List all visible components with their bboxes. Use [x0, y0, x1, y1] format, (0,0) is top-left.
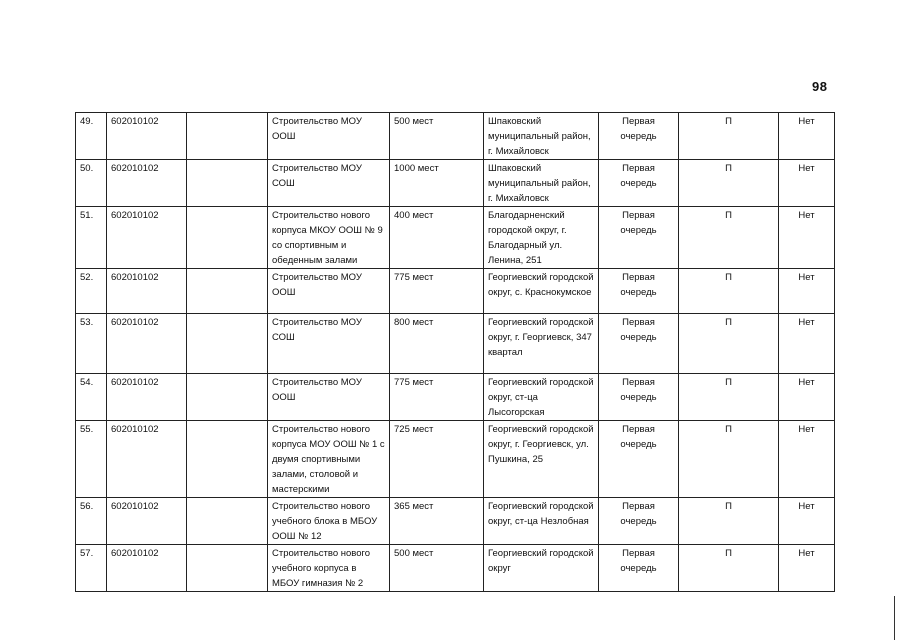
object-flag: Нет: [779, 269, 835, 314]
object-name: Строительство нового учебного корпуса в МБОУ гимназия № 2: [268, 545, 390, 592]
object-location: Георгиевский городской округ, г. Георгиевск, ул. Пушкина, 25: [484, 421, 599, 498]
object-location: Шпаковский муниципальный район, г. Михайловск: [484, 113, 599, 160]
object-name: Строительство МОУ СОШ: [268, 314, 390, 374]
object-queue: Первая очередь: [599, 113, 679, 160]
row-number: 51.: [76, 207, 107, 269]
object-capacity: 400 мест: [390, 207, 484, 269]
object-queue: Первая очередь: [599, 545, 679, 592]
object-capacity: 725 мест: [390, 421, 484, 498]
object-location: Георгиевский городской округ, г. Георгиевск, 347 квартал: [484, 314, 599, 374]
object-type: П: [679, 421, 779, 498]
object-flag: Нет: [779, 207, 835, 269]
object-location: Георгиевский городской округ, с. Краснокумское: [484, 269, 599, 314]
row-number: 50.: [76, 160, 107, 207]
object-queue: Первая очередь: [599, 314, 679, 374]
table-row: [76, 498, 835, 545]
table-row: [76, 207, 835, 269]
object-name: Строительство МОУ СОШ: [268, 160, 390, 207]
object-queue: Первая очередь: [599, 374, 679, 421]
empty-cell: [187, 545, 268, 592]
object-name: Строительство нового корпуса МОУ ООШ № 1 с двумя спортивными залами, столовой и мастерскими: [268, 421, 390, 498]
table-body: [76, 113, 835, 592]
row-number: 54.: [76, 374, 107, 421]
object-capacity: 1000 мест: [390, 160, 484, 207]
object-flag: Нет: [779, 113, 835, 160]
row-number: 57.: [76, 545, 107, 592]
table-row: [76, 160, 835, 207]
row-number: 55.: [76, 421, 107, 498]
empty-cell: [187, 374, 268, 421]
object-capacity: 800 мест: [390, 314, 484, 374]
table-row: [76, 314, 835, 374]
empty-cell: [187, 314, 268, 374]
object-name: Строительство нового корпуса МКОУ ООШ № 9 со спортивным и обеденным залами: [268, 207, 390, 269]
object-location: Георгиевский городской округ: [484, 545, 599, 592]
object-name: Строительство МОУ ООШ: [268, 269, 390, 314]
object-flag: Нет: [779, 421, 835, 498]
object-type: П: [679, 207, 779, 269]
row-number: 56.: [76, 498, 107, 545]
object-capacity: 775 мест: [390, 374, 484, 421]
object-code: 602010102: [107, 421, 187, 498]
object-code: 602010102: [107, 374, 187, 421]
object-queue: Первая очередь: [599, 160, 679, 207]
objects-table: [75, 112, 835, 592]
object-code: 602010102: [107, 498, 187, 545]
empty-cell: [187, 160, 268, 207]
table-row: [76, 421, 835, 498]
empty-cell: [187, 498, 268, 545]
object-type: П: [679, 374, 779, 421]
object-code: 602010102: [107, 545, 187, 592]
object-type: П: [679, 314, 779, 374]
object-name: Строительство нового учебного блока в МБОУ ООШ № 12: [268, 498, 390, 545]
object-flag: Нет: [779, 545, 835, 592]
row-number: 53.: [76, 314, 107, 374]
row-number: 49.: [76, 113, 107, 160]
row-number: 52.: [76, 269, 107, 314]
table-row: [76, 113, 835, 160]
object-flag: Нет: [779, 374, 835, 421]
object-type: П: [679, 498, 779, 545]
object-queue: Первая очередь: [599, 207, 679, 269]
object-queue: Первая очередь: [599, 269, 679, 314]
page-number: 98: [812, 79, 828, 94]
object-code: 602010102: [107, 269, 187, 314]
object-type: П: [679, 269, 779, 314]
object-capacity: 500 мест: [390, 545, 484, 592]
object-flag: Нет: [779, 160, 835, 207]
object-queue: Первая очередь: [599, 421, 679, 498]
object-code: 602010102: [107, 314, 187, 374]
page-edge-rule: [894, 596, 895, 640]
object-capacity: 775 мест: [390, 269, 484, 314]
empty-cell: [187, 269, 268, 314]
object-flag: Нет: [779, 498, 835, 545]
object-type: П: [679, 113, 779, 160]
object-queue: Первая очередь: [599, 498, 679, 545]
object-capacity: 500 мест: [390, 113, 484, 160]
object-name: Строительство МОУ ООШ: [268, 113, 390, 160]
empty-cell: [187, 207, 268, 269]
object-location: Шпаковский муниципальный район, г. Михайловск: [484, 160, 599, 207]
empty-cell: [187, 421, 268, 498]
object-location: Георгиевский городской округ, ст-ца Незлобная: [484, 498, 599, 545]
object-code: 602010102: [107, 113, 187, 160]
table-row: [76, 374, 835, 421]
object-flag: Нет: [779, 314, 835, 374]
table-row: [76, 545, 835, 592]
object-location: Благодарненский городской округ, г. Благодарный ул. Ленина, 251: [484, 207, 599, 269]
object-capacity: 365 мест: [390, 498, 484, 545]
object-type: П: [679, 160, 779, 207]
object-code: 602010102: [107, 207, 187, 269]
object-location: Георгиевский городской округ, ст-ца Лысогорская: [484, 374, 599, 421]
empty-cell: [187, 113, 268, 160]
object-type: П: [679, 545, 779, 592]
object-name: Строительство МОУ ООШ: [268, 374, 390, 421]
table-row: [76, 269, 835, 314]
object-code: 602010102: [107, 160, 187, 207]
